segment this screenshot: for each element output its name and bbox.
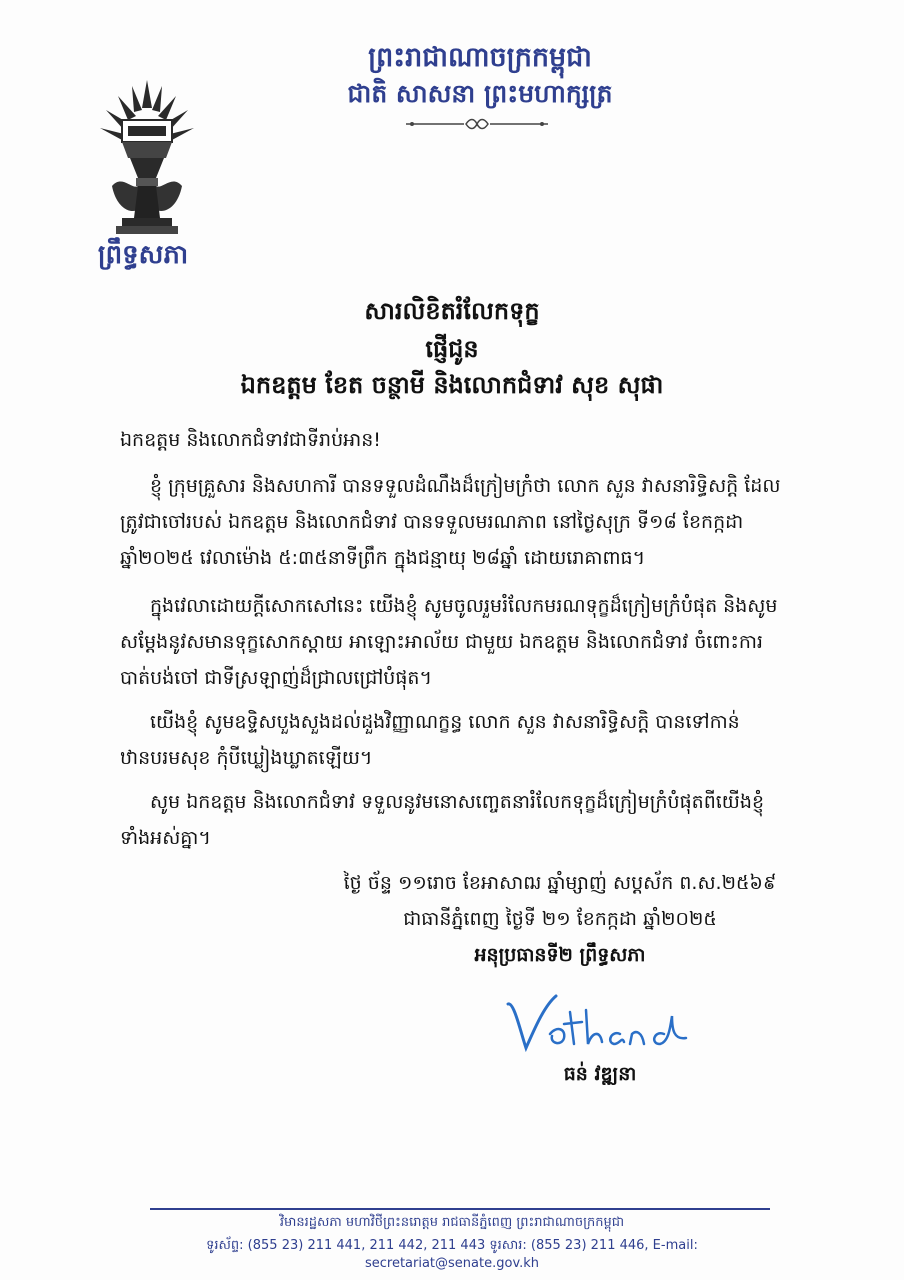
divider-ornament-icon [402, 117, 552, 131]
paragraph-3: យើងខ្ញុំ សូមឧទ្ទិសបួងសួងដល់ដួងវិញ្ញាណក្ខន្ធ លោក សួន វាសនារិទ្ធិសក្តិ បានទៅកាន់ឋានបរមសុខ កុំបីឃ្លៀងឃ្លាតឡើយ។ [120, 711, 740, 769]
handwritten-signature [500, 990, 700, 1060]
footer-contact: ទូរស័ព្ទ: (855 23) 211 441, 211 442, 211 443 ទូរសារ: (855 23) 211 446, E-mail: secretariat@senate.gov.kh [206, 1238, 698, 1271]
paragraph-4: សូម ឯកឧត្តម និងលោកជំទាវ ទទួលនូវមនោសញ្ចេតនារំលែកទុក្ខដ៏ក្រៀមក្រំបំផុតពីយើងខ្ញុំទាំងអស់គ្នា។ [120, 791, 765, 849]
signer-position: អនុប្រធានទី២ ព្រឹទ្ធសភា [474, 944, 646, 966]
footer-address: វិមានរដ្ឋសភា មហាវិថីព្រះនរោត្តម រាជធានីភ្នំពេញ ព្រះរាជាណាចក្រកម្ពុជា [279, 1215, 625, 1230]
letter-recipients: ឯកឧត្តម ខែត ចន្ថាមី និងលោកជំទាវ សុខ សុផា [240, 371, 664, 399]
institution-label: ព្រឹទ្ធសភា [97, 240, 189, 270]
solar-date: ជាធានីភ្នំពេញ ថ្ងៃទី ២១ ខែកក្កដា ឆ្នាំ២០២៥ [403, 908, 717, 930]
letter-addressed-to: ផ្ញើជូន [425, 335, 479, 363]
paragraph-1: ខ្ញុំ ក្រុមគ្រួសារ និងសហការី បានទទួលដំណឹងដ៏ក្រៀមក្រំថា លោក សួន វាសនារិទ្ធិសក្តិ ដែលត្រូវជាចៅរបស់ ឯកឧត្តម និងលោកជំទាវ បានទទួលមរណភាព នៅថ្ងៃសុក្រ ទី១៨ ខែកក្កដា ឆ្នាំ២០២៥ វេលាម៉ោង ៥:៣៥នាទីព្រឹក ក្នុងជន្មាយុ ២៨ឆ្នាំ ដោយរោគាពាធ។ [120, 475, 781, 569]
footer-divider [150, 1208, 770, 1210]
signer-name: ធន់ វឌ្ឍនា [563, 1063, 637, 1085]
lunar-date: ថ្ងៃ ច័ន្ទ ១១រោច ខែអាសាឍ ឆ្នាំម្សាញ់ សប្តស័ក ព.ស.២៥៦៩ [343, 872, 777, 894]
salutation: ឯកឧត្តម និងលោកជំទាវជាទីរាប់អាន! [120, 429, 381, 451]
letter-title: សារលិខិតរំលែកទុក្ខ [364, 297, 540, 325]
kingdom-motto: ជាតិ សាសនា ព្រះមហាក្សត្រ [347, 79, 613, 108]
kingdom-title: ព្រះរាជាណាចក្រកម្ពុជា [368, 42, 592, 73]
senate-emblem-icon [92, 78, 202, 238]
paragraph-2: ក្នុងវេលាដោយក្តីសោកសៅនេះ យើងខ្ញុំ សូមចូលរួមរំលែកមរណទុក្ខដ៏ក្រៀមក្រំបំផុត និងសូមសម្តែងនូវសមានទុក្ខសោកស្តាយ អាឡោះអាល័យ ជាមួយ ឯកឧត្តម និងលោកជំទាវ ចំពោះការបាត់បង់ចៅ ជាទីស្រឡាញ់ដ៏ជ្រាលជ្រៅបំផុត។ [120, 595, 778, 689]
